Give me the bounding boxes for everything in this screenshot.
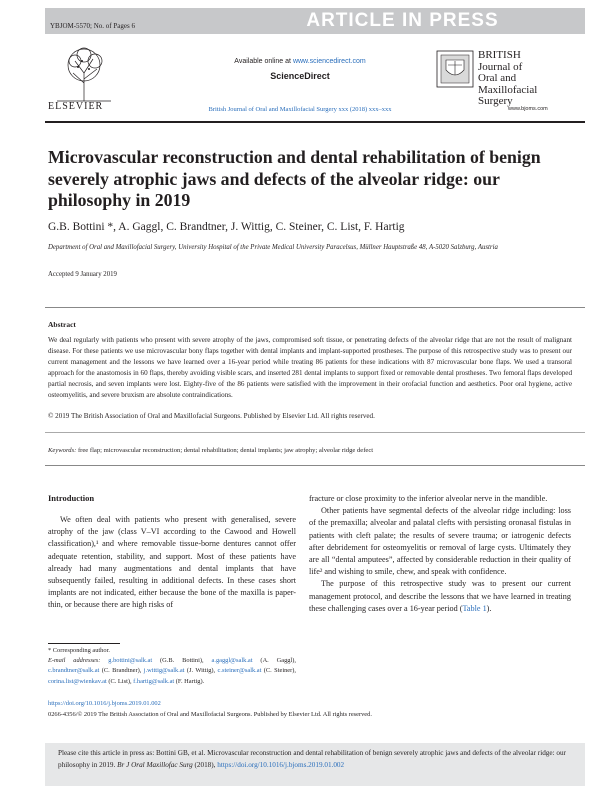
- affiliation: Department of Oral and Maxillofacial Surgery, University Hospital of the Private Medical University Paracelsus, Müllner Hauptstraße 48, A-5020 Salzburg, Austria: [48, 244, 498, 251]
- email-owner: (F. Hartig).: [174, 677, 205, 685]
- abstract-heading: Abstract: [48, 320, 76, 329]
- para3-text: The purpose of this retrospective study was to present our current management protocol, and describe the lessons that we have learned in treating these challenging cases over a 16-year period (: [309, 579, 571, 613]
- intro-paragraph-3: [309, 578, 571, 615]
- cite-text: [58, 748, 576, 771]
- corresponding-author: * Corresponding author.: [48, 647, 110, 654]
- divider: [45, 432, 585, 433]
- bjoms-line: Surgery: [478, 95, 513, 107]
- sciencedirect-link[interactable]: www.sciencedirect.com: [292, 58, 366, 65]
- keywords-label: Keywords:: [48, 447, 77, 454]
- cite-body: Please cite this article in press as: Bottini GB, et al. Microvascular reconstruction and dental rehabilitation of benign severely atrophic jaws and defects of the alveolar ridge: our philosophy in 2019.: [58, 749, 566, 769]
- email-owner: (C. List),: [106, 677, 134, 685]
- right-column: [309, 493, 571, 615]
- author-list: G.B. Bottini *, A. Gaggl, C. Brandtner, J. Wittig, C. Steiner, C. List, F. Hartig: [48, 221, 405, 233]
- abstract-copyright: © 2019 The British Association of Oral and Maxillofacial Surgeons. Published by Elsevier Ltd. All rights reserved.: [48, 412, 375, 420]
- footnote-rule: [48, 643, 120, 644]
- header-rule: [45, 121, 585, 123]
- email-link[interactable]: c.brandtner@salk.at: [48, 667, 100, 675]
- table-1-link[interactable]: Table 1: [462, 603, 487, 613]
- elsevier-wordmark: ELSEVIER: [48, 101, 104, 112]
- ref-line: YBJOM-5570; No. of Pages 6: [50, 22, 135, 30]
- divider: [45, 307, 585, 308]
- footnote: [48, 646, 296, 687]
- intro-paragraph-1: We often deal with patients who present with generalised, severe atrophy of the jaw (class V–VI according to the Cawood and Howell classification),¹ and where removable tissue-borne dentures cannot offer adequate retention, stability, and support. Most of these patients have already had many augmentations and dental implants that have subsequently failed, resulting in additional defects. In these cases short implants are not indicated, either because the bone of the maxilla is paper-thin, or because there are high risks of: [48, 515, 296, 610]
- journal-citation-line: British Journal of Oral and Maxillofacial Surgery xxx (2018) xxx–xxx: [208, 106, 392, 113]
- banner-text: ARTICLE IN PRESS: [306, 10, 499, 31]
- introduction-heading: Introduction: [48, 493, 95, 503]
- bjoms-line: Journal of: [478, 60, 523, 73]
- bjoms-crest-icon: [436, 50, 474, 88]
- email-addresses: [48, 656, 296, 687]
- para3-end: ).: [486, 603, 492, 613]
- sciencedirect-wordmark: ScienceDirect: [270, 71, 330, 81]
- keywords: [48, 447, 572, 454]
- email-owner: (C. Brandtner),: [99, 667, 144, 675]
- elsevier-tree-logo-icon: [45, 43, 123, 103]
- keywords-text: free flap; microvascular reconstruction; dental rehabilitation; dental implants; jaw atrophy; alveolar ridge defect: [76, 447, 374, 454]
- email-owner: (G.B. Bottini),: [152, 657, 212, 665]
- intro-paragraph-2: Other patients have segmental defects of the alveolar ridge including: loss of the premaxilla; alveolar and palatal clefts with persisting oronasal fistulas in patients with cleft palate; the results of severe trauma; or iatrogenic defects after debridement for osteomyelitis or removal of large cysts. Ultimately they are all “dental amputees”, affected by considerable reduction in their quality of life² and wishing to smile, chew, and speak with confidence.: [309, 506, 571, 577]
- bjoms-line: Maxillofacial: [478, 83, 538, 96]
- divider: [45, 465, 585, 466]
- email-link[interactable]: corina.list@wienkav.at: [48, 677, 107, 685]
- email-owner: (C. Steiner),: [261, 667, 296, 675]
- bjoms-url[interactable]: www.bjoms.com: [508, 106, 548, 112]
- bjoms-wordmark: [478, 50, 578, 108]
- available-online: [130, 58, 470, 65]
- cite-journal: Br J Oral Maxillofac Surg: [117, 760, 193, 769]
- bjoms-line: Oral and: [478, 72, 517, 84]
- cite-year: (2018),: [192, 760, 218, 769]
- email-link[interactable]: f.hartig@salk.at: [133, 677, 175, 685]
- email-link[interactable]: j.wittig@salk.at: [143, 667, 185, 675]
- article-title: Microvascular reconstruction and dental rehabilitation of benign severely atrophic jaws and defects of the alveolar ridge: our philosophy in 2019: [48, 147, 541, 210]
- intro-paragraph-continued: fracture or close proximity to the inferior alveolar nerve in the mandible.: [309, 494, 548, 503]
- bjoms-line: BRITISH: [478, 49, 521, 61]
- email-owner: (A. Gaggl),: [252, 657, 297, 665]
- email-link[interactable]: c.steiner@salk.at: [217, 667, 262, 675]
- abstract-body: We deal regularly with patients who present with severe atrophy of the jaws, compromised soft tissue, or penetrating defects of the alveolar ridge that are not the result of malignant disease. For these patients we use microvascular bony flaps together with dental implants and implant-supported prostheses. The purpose of this retrospective study was to present our current management and the lessons we have learned over a 16-year period while treating 86 patients for these indications with 87 microvascular bone flaps. We used a transoral approach for the anastomosis in 60 flaps, thereby avoiding visible scars, and inserted 281 dental implants to support fixed or removable dental prostheses. Two femoral flaps developed partial necrosis, and seven implants were lost. Eighty-five of the 86 patients were satisfied with the improvement in their orofacial function and aesthetics. Poor oral hygiene, active osteomyelitis, and severe bruxism are absolute contraindications.: [48, 336, 572, 399]
- email-link[interactable]: g.bottini@salk.at: [108, 657, 153, 665]
- accepted-date: Accepted 9 January 2019: [48, 271, 117, 278]
- email-link[interactable]: a.gaggl@salk.at: [211, 657, 253, 665]
- email-label: E-mail addresses:: [48, 657, 109, 665]
- doi-link[interactable]: https://doi.org/10.1016/j.bjoms.2019.01.002: [48, 700, 161, 707]
- email-owner: (J. Wittig),: [184, 667, 218, 675]
- available-prefix: Available online at: [234, 58, 293, 65]
- issn-line: 0266-4356/© 2019 The British Association of Oral and Maxillofacial Surgeons. Published by Elsevier Ltd. All rights reserved.: [48, 711, 372, 718]
- cite-doi-link[interactable]: https://doi.org/10.1016/j.bjoms.2019.01.002: [217, 760, 345, 769]
